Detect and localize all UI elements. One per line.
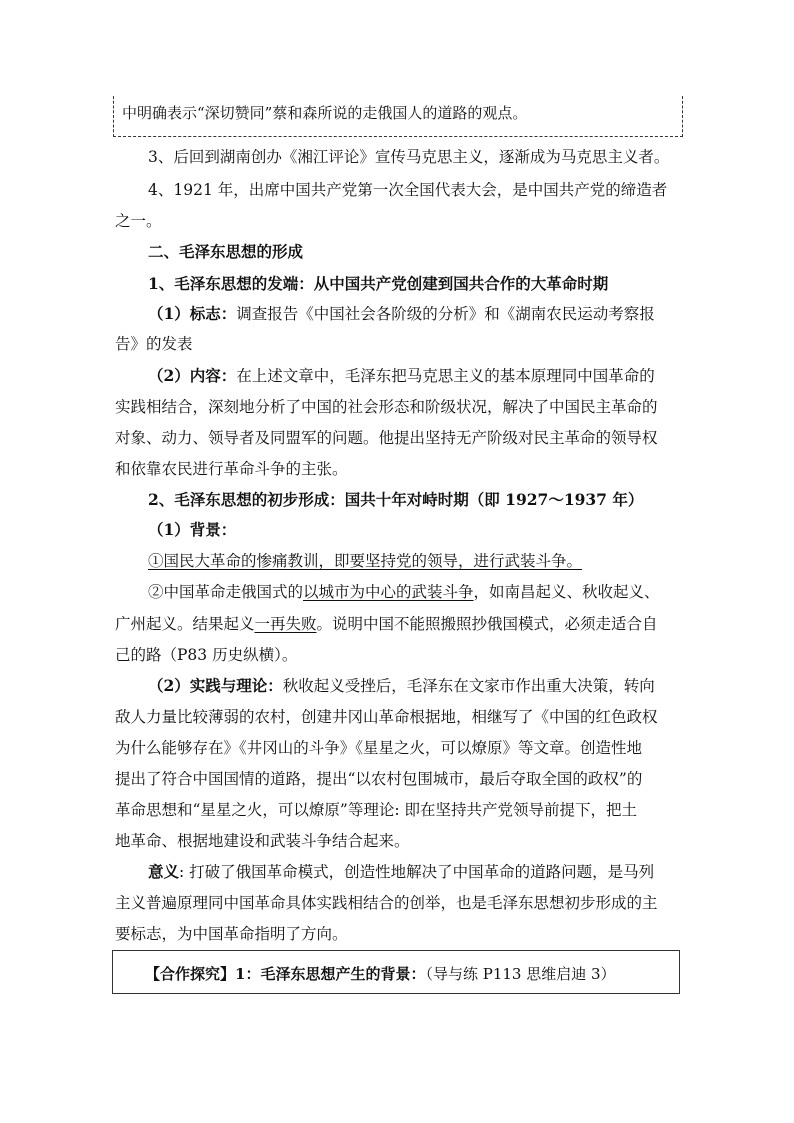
paragraph-3: 3、后回到湖南创办《湘江评论》宣传马克思主义，逐渐成为马克思主义者。 bbox=[148, 148, 670, 166]
background-point-2-line3: 己的路（P83 历史纵横）。 bbox=[115, 646, 298, 664]
bg2-l2-post: 。说明中国不能照搬照抄俄国模式，必须走适合自 bbox=[316, 615, 658, 633]
coop-bold: 【合作探究】1：毛泽东思想产生的背景： bbox=[145, 965, 426, 983]
bg2-l2-pre: 广州起义。结果起义 bbox=[115, 615, 255, 633]
meaning-line1 bbox=[148, 862, 654, 882]
s1-mark-line1 bbox=[148, 304, 655, 324]
section-heading: 二、毛泽东思想的形成 bbox=[148, 242, 304, 261]
practice-line1 bbox=[148, 676, 655, 696]
bg2-underline-1: 以城市为中心的武装斗争 bbox=[303, 583, 474, 601]
s1-content-line4: 和依靠农民进行革命斗争的主张。 bbox=[115, 460, 348, 478]
bg2-mid: ，如南昌起义、秋收起义、 bbox=[473, 583, 660, 601]
s1-mark-label: （1）标志： bbox=[148, 304, 237, 323]
background-point-1: ①国民大革命的惨痛教训，即要坚持党的领导，进行武装斗争。 bbox=[148, 552, 583, 570]
dashed-note-box bbox=[113, 96, 683, 137]
s1-mark-line2: 告》的发表 bbox=[115, 335, 193, 353]
subsection-2-heading: 2、毛泽东思想的初步形成：国共十年对峙时期（即 1927～1937 年） bbox=[148, 490, 644, 509]
s1-content-line2: 实践相结合，深刻地分析了中国的社会形态和阶级状况，解决了中国民主革命的 bbox=[115, 398, 658, 416]
practice-text: 秋收起义受挫后，毛泽东在文家市作出重大决策，转向 bbox=[282, 677, 655, 695]
coop-rest: （导与练 P113 思维启迪 3） bbox=[425, 965, 616, 983]
practice-line2: 敌人力量比较薄弱的农村，创建井冈山革命根据地，相继写了《中国的红色政权 bbox=[115, 708, 658, 726]
s1-mark-text: 调查报告《中国社会各阶级的分析》和《湖南农民运动考察报 bbox=[236, 305, 655, 323]
cooperative-inquiry-box bbox=[112, 950, 680, 994]
practice-line3: 为什么能够存在》《井冈山的斗争》《星星之火，可以燎原》等文章。创造性地 bbox=[115, 739, 643, 757]
meaning-label: 意义 bbox=[148, 862, 180, 881]
practice-label: （2）实践与理论： bbox=[148, 676, 283, 695]
paragraph-4-line2: 之一。 bbox=[115, 212, 162, 230]
bg2-underline-2: 一再失败 bbox=[254, 615, 317, 633]
practice-line5: 革命思想和“星星之火，可以燎原”等理论: 即在坚持共产党领导前提下，把土 bbox=[115, 801, 637, 819]
s1-content-label: （2）内容： bbox=[148, 366, 237, 385]
practice-line6: 地革命、根据地建设和武装斗争结合起来。 bbox=[115, 832, 410, 850]
background-point-2-line2 bbox=[115, 614, 658, 634]
meaning-text: : 打破了俄国革命模式，创造性地解决了中国革命的道路问题，是马列 bbox=[179, 863, 655, 881]
s1-content-line3: 对象、动力、领导者及同盟军的问题。他提出坚持无产阶级对民主革命的领导权 bbox=[115, 429, 658, 447]
note-text: 中明确表示“深切赞同”蔡和森所说的走俄国人的道路的观点。 bbox=[122, 104, 528, 122]
bg2-pre: ②中国革命走俄国式的 bbox=[148, 583, 304, 601]
background-point-2-line1 bbox=[148, 582, 660, 602]
meaning-line2: 主义普遍原理同中国革命具体实践相结合的创举，也是毛泽东思想初步形成的主 bbox=[115, 894, 658, 912]
practice-line4: 提出了符合中国国情的道路，提出“以农村包围城市，最后夺取全国的政权”的 bbox=[115, 770, 643, 788]
s1-content-line1 bbox=[148, 366, 655, 386]
paragraph-4-line1: 4、1921 年，出席中国共产党第一次全国代表大会，是中国共产党的缔造者 bbox=[148, 181, 668, 199]
subsection-1-heading: 1、毛泽东思想的发端：从中国共产党创建到国共合作的大革命时期 bbox=[148, 274, 609, 293]
meaning-line3: 要标志，为中国革命指明了方向。 bbox=[115, 925, 348, 943]
s2-background-label: （1）背景： bbox=[148, 520, 237, 539]
s1-content-text: 在上述文章中，毛泽东把马克思主义的基本原理同中国革命的 bbox=[236, 367, 655, 385]
cooperative-inquiry-text bbox=[145, 963, 616, 984]
